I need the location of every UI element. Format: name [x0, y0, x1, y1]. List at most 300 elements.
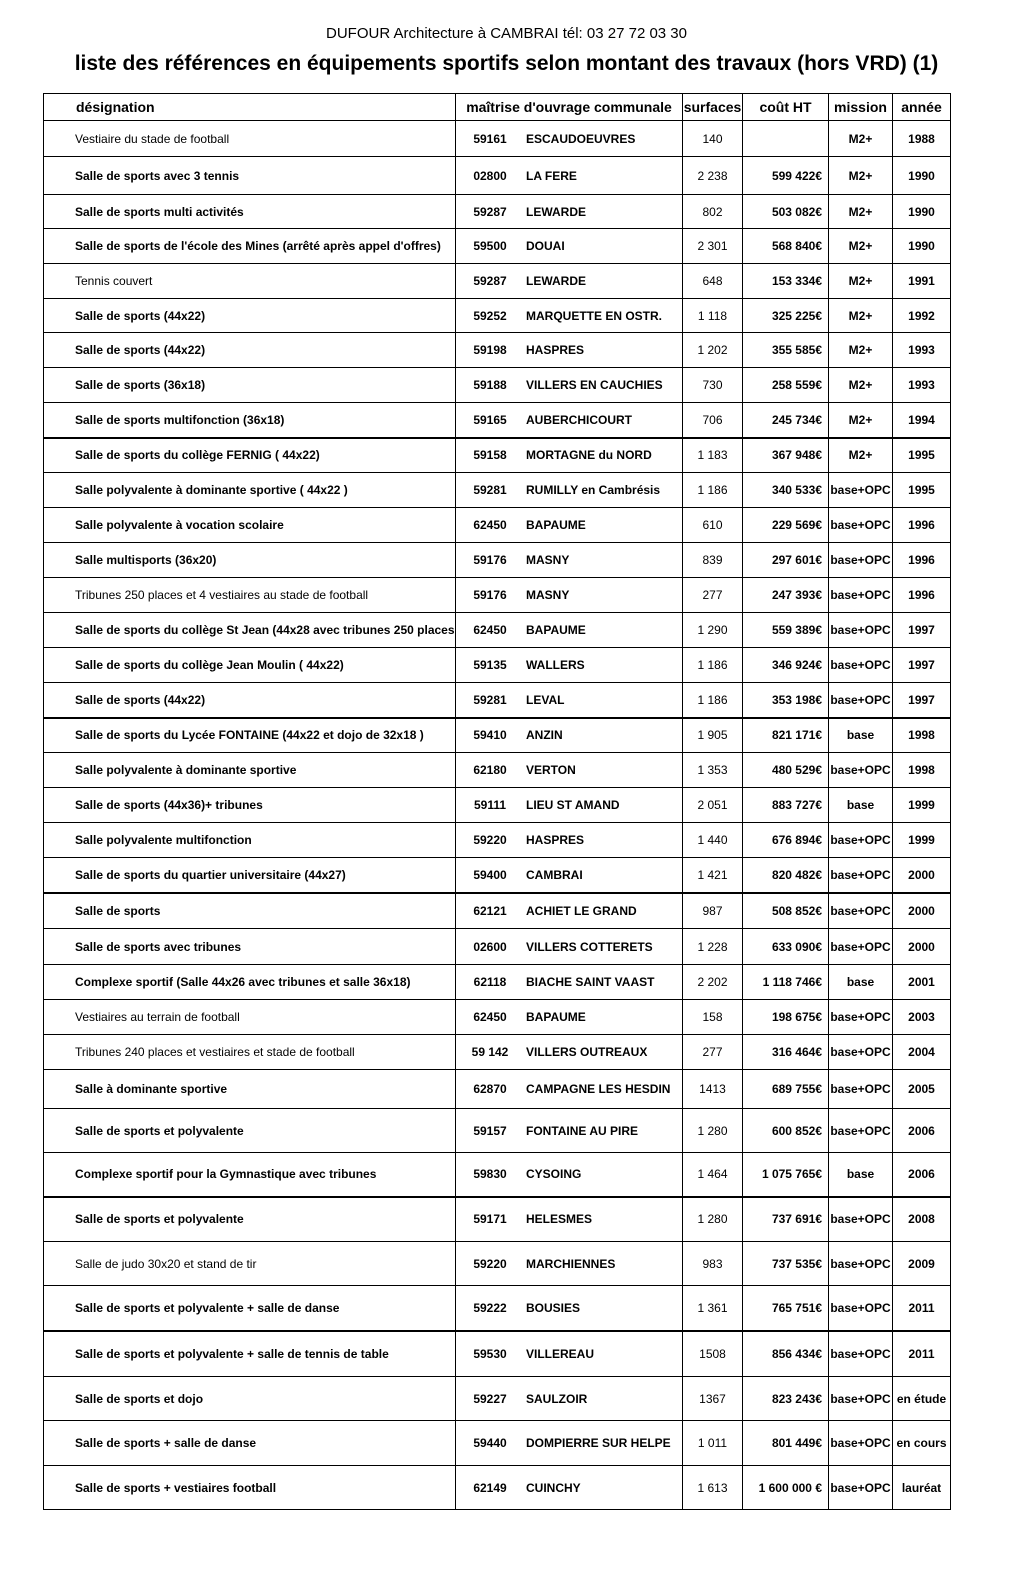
postal-code: 59281 — [473, 483, 507, 497]
postal-code: 02800 — [473, 168, 507, 183]
maitrise-cell — [456, 753, 683, 788]
designation-cell: Complexe sportif (Salle 44x26 avec tribunes et salle 36x18) — [44, 965, 456, 1000]
postal-code: 59198 — [473, 343, 507, 357]
commune-name: VILLEREAU — [526, 1346, 595, 1361]
maitrise-cell — [456, 543, 683, 578]
year-cell: 1999 — [893, 788, 951, 823]
postal-code: 62121 — [473, 903, 507, 918]
commune-name: VILLERS OUTREAUX — [526, 1045, 648, 1059]
table-row — [44, 613, 951, 648]
designation-cell: Salle de sports + salle de danse — [44, 1421, 456, 1466]
designation-cell: Salle de sports et polyvalente + salle de tennis de table — [44, 1331, 456, 1377]
year-cell: 2009 — [893, 1242, 951, 1286]
table-row — [44, 264, 951, 299]
designation-cell: Salle de sports multifonction (36x18) — [44, 403, 456, 438]
cost-cell: 883 727€ — [743, 788, 829, 823]
table-row — [44, 1377, 951, 1421]
table-row — [44, 788, 951, 823]
maitrise-cell — [456, 473, 683, 508]
mission-cell: base+OPC — [829, 1070, 893, 1109]
postal-code: 59158 — [473, 448, 507, 463]
cost-cell: 325 225€ — [743, 299, 829, 333]
postal-code: 59111 — [473, 798, 507, 812]
cost-cell: 355 585€ — [743, 333, 829, 368]
commune-name: LEWARDE — [526, 204, 586, 219]
table-row — [44, 1331, 951, 1377]
table-row — [44, 1035, 951, 1070]
cost-cell: 1 118 746€ — [743, 965, 829, 1000]
designation-cell: Salle de sports (36x18) — [44, 368, 456, 403]
mission-cell: base+OPC — [829, 823, 893, 858]
commune-name: MARQUETTE EN OSTR. — [526, 308, 663, 323]
commune-name: WALLERS — [526, 658, 585, 672]
cost-cell: 245 734€ — [743, 403, 829, 438]
surface-cell: 983 — [683, 1242, 743, 1286]
commune-name: HASPRES — [526, 833, 585, 847]
table-row — [44, 1070, 951, 1109]
year-cell: 2006 — [893, 1153, 951, 1197]
table-row — [44, 578, 951, 613]
cost-cell: 229 569€ — [743, 508, 829, 543]
postal-code: 59400 — [473, 867, 507, 882]
table-row — [44, 229, 951, 264]
commune-name: CYSOING — [526, 1167, 582, 1182]
maitrise-cell — [456, 1035, 683, 1070]
cost-cell: 508 852€ — [743, 893, 829, 929]
mission-cell: M2+ — [829, 403, 893, 438]
surface-cell: 987 — [683, 893, 743, 929]
designation-cell: Salle multisports (36x20) — [44, 543, 456, 578]
surface-cell: 802 — [683, 195, 743, 229]
designation-cell: Salle polyvalente à vocation scolaire — [44, 508, 456, 543]
surface-cell: 1 183 — [683, 438, 743, 473]
mission-cell: base+OPC — [829, 893, 893, 929]
mission-cell: base+OPC — [829, 929, 893, 965]
mission-cell: base+OPC — [829, 1000, 893, 1035]
mission-cell: M2+ — [829, 299, 893, 333]
maitrise-cell — [456, 718, 683, 753]
table-row — [44, 1286, 951, 1331]
cost-cell: 737 691€ — [743, 1197, 829, 1242]
designation-cell: Salle polyvalente à dominante sportive ( 44x22 ) — [44, 473, 456, 508]
year-cell: 1995 — [893, 438, 951, 473]
cost-cell: 1 075 765€ — [743, 1153, 829, 1197]
surface-cell: 1 280 — [683, 1197, 743, 1242]
table-row — [44, 1242, 951, 1286]
maitrise-cell — [456, 403, 683, 438]
mission-cell: M2+ — [829, 264, 893, 299]
maitrise-cell — [456, 1286, 683, 1331]
maitrise-cell — [456, 368, 683, 403]
postal-code: 59440 — [473, 1436, 507, 1450]
mission-cell: base+OPC — [829, 613, 893, 648]
mission-cell: base+OPC — [829, 543, 893, 578]
column-header-designation: désignation — [44, 94, 456, 121]
designation-cell: Salle de sports et polyvalente + salle de danse — [44, 1286, 456, 1331]
mission-cell: base+OPC — [829, 1035, 893, 1070]
surface-cell: 1 118 — [683, 299, 743, 333]
year-cell: 1988 — [893, 121, 951, 157]
cost-cell: 633 090€ — [743, 929, 829, 965]
designation-cell: Salle de sports (44x22) — [44, 683, 456, 718]
maitrise-cell — [456, 929, 683, 965]
mission-cell: base+OPC — [829, 1331, 893, 1377]
maitrise-cell — [456, 1466, 683, 1510]
postal-code: 62450 — [473, 518, 507, 532]
maitrise-cell — [456, 1153, 683, 1197]
cost-cell: 198 675€ — [743, 1000, 829, 1035]
table-row — [44, 403, 951, 438]
year-cell: 2011 — [893, 1286, 951, 1331]
surface-cell: 1 202 — [683, 333, 743, 368]
designation-cell: Salle de sports du quartier universitaire (44x27) — [44, 858, 456, 893]
mission-cell: M2+ — [829, 229, 893, 264]
surface-cell: 1 361 — [683, 1286, 743, 1331]
surface-cell: 277 — [683, 1035, 743, 1070]
postal-code: 62450 — [473, 623, 507, 637]
table-row — [44, 1421, 951, 1466]
mission-cell: base+OPC — [829, 578, 893, 613]
maitrise-cell — [456, 648, 683, 683]
table-row — [44, 508, 951, 543]
designation-cell: Vestiaires au terrain de football — [44, 1000, 456, 1035]
surface-cell: 1 290 — [683, 613, 743, 648]
postal-code: 59281 — [473, 692, 507, 707]
cost-cell: 247 393€ — [743, 578, 829, 613]
postal-code: 59287 — [473, 274, 507, 288]
column-header-surfaces: surfaces — [683, 94, 743, 121]
year-cell: 1991 — [893, 264, 951, 299]
table-row — [44, 195, 951, 229]
maitrise-cell — [456, 264, 683, 299]
designation-cell: Salle de sports du Lycée FONTAINE (44x22 et dojo de 32x18 ) — [44, 718, 456, 753]
commune-name: BOUSIES — [526, 1300, 581, 1315]
designation-cell: Salle polyvalente à dominante sportive — [44, 753, 456, 788]
table-row — [44, 683, 951, 718]
postal-code: 62450 — [473, 1010, 507, 1024]
column-header-mission: mission — [829, 94, 893, 121]
table-row — [44, 929, 951, 965]
postal-code: 59410 — [473, 728, 507, 743]
maitrise-cell — [456, 1377, 683, 1421]
year-cell: 1996 — [893, 508, 951, 543]
maitrise-cell — [456, 508, 683, 543]
designation-cell: Salle de sports + vestiaires football — [44, 1466, 456, 1510]
postal-code: 59220 — [473, 1256, 507, 1271]
commune-name: DOUAI — [526, 239, 565, 253]
maitrise-cell — [456, 1331, 683, 1377]
year-cell: 1998 — [893, 753, 951, 788]
table-row — [44, 1000, 951, 1035]
table-row — [44, 368, 951, 403]
year-cell: lauréat — [893, 1466, 951, 1510]
table-row — [44, 718, 951, 753]
mission-cell: base+OPC — [829, 473, 893, 508]
year-cell: en étude — [893, 1377, 951, 1421]
year-cell: 1990 — [893, 195, 951, 229]
postal-code: 59830 — [473, 1167, 507, 1182]
cost-cell: 353 198€ — [743, 683, 829, 718]
surface-cell: 1 464 — [683, 1153, 743, 1197]
cost-cell: 559 389€ — [743, 613, 829, 648]
mission-cell: base — [829, 788, 893, 823]
maitrise-cell — [456, 299, 683, 333]
table-row — [44, 753, 951, 788]
maitrise-cell — [456, 438, 683, 473]
maitrise-cell — [456, 229, 683, 264]
commune-name: LA FERE — [526, 168, 577, 183]
commune-name: BIACHE SAINT VAAST — [526, 975, 655, 989]
surface-cell: 2 202 — [683, 965, 743, 1000]
postal-code: 62180 — [473, 763, 507, 777]
designation-cell: Salle de sports avec 3 tennis — [44, 157, 456, 195]
year-cell: 2000 — [893, 893, 951, 929]
cost-cell: 503 082€ — [743, 195, 829, 229]
postal-code: 62149 — [473, 1480, 507, 1495]
designation-cell: Salle de judo 30x20 et stand de tir — [44, 1242, 456, 1286]
cost-cell — [743, 121, 829, 157]
postal-code: 59135 — [473, 658, 507, 672]
year-cell: 2008 — [893, 1197, 951, 1242]
table-row — [44, 121, 951, 157]
mission-cell: base+OPC — [829, 683, 893, 718]
mission-cell: base+OPC — [829, 1421, 893, 1466]
year-cell: 2003 — [893, 1000, 951, 1035]
mission-cell: base+OPC — [829, 1377, 893, 1421]
year-cell: 2006 — [893, 1109, 951, 1153]
mission-cell: M2+ — [829, 438, 893, 473]
designation-cell: Salle de sports et dojo — [44, 1377, 456, 1421]
designation-cell: Salle polyvalente multifonction — [44, 823, 456, 858]
commune-name: ACHIET LE GRAND — [526, 903, 637, 918]
postal-code: 59161 — [473, 131, 507, 146]
maitrise-cell — [456, 1109, 683, 1153]
cost-cell: 820 482€ — [743, 858, 829, 893]
mission-cell: M2+ — [829, 157, 893, 195]
year-cell: 1994 — [893, 403, 951, 438]
designation-cell: Salle à dominante sportive — [44, 1070, 456, 1109]
year-cell: 1996 — [893, 578, 951, 613]
postal-code: 59500 — [473, 239, 507, 253]
maitrise-cell — [456, 613, 683, 648]
designation-cell: Salle de sports et polyvalente — [44, 1197, 456, 1242]
table-row — [44, 648, 951, 683]
company-header: DUFOUR Architecture à CAMBRAI tél: 03 27 72 03 30 — [326, 25, 687, 42]
table-row — [44, 438, 951, 473]
surface-cell: 648 — [683, 264, 743, 299]
table-row — [44, 823, 951, 858]
commune-name: AUBERCHICOURT — [526, 412, 632, 427]
maitrise-cell — [456, 157, 683, 195]
postal-code: 59530 — [473, 1346, 507, 1361]
maitrise-cell — [456, 683, 683, 718]
surface-cell: 1 421 — [683, 858, 743, 893]
table-row — [44, 543, 951, 578]
commune-name: MASNY — [526, 553, 570, 567]
mission-cell: M2+ — [829, 333, 893, 368]
maitrise-cell — [456, 1197, 683, 1242]
surface-cell: 730 — [683, 368, 743, 403]
postal-code: 59157 — [473, 1123, 507, 1138]
postal-code: 59188 — [473, 378, 507, 392]
mission-cell: base+OPC — [829, 648, 893, 683]
surface-cell: 706 — [683, 403, 743, 438]
mission-cell: base+OPC — [829, 1242, 893, 1286]
surface-cell: 1508 — [683, 1331, 743, 1377]
maitrise-cell — [456, 121, 683, 157]
commune-name: BAPAUME — [526, 623, 586, 637]
table-row — [44, 893, 951, 929]
cost-cell: 340 533€ — [743, 473, 829, 508]
maitrise-cell — [456, 195, 683, 229]
table-row — [44, 299, 951, 333]
maitrise-cell — [456, 965, 683, 1000]
mission-cell: base — [829, 1153, 893, 1197]
designation-cell: Tennis couvert — [44, 264, 456, 299]
designation-cell: Salle de sports (44x22) — [44, 333, 456, 368]
year-cell: 2004 — [893, 1035, 951, 1070]
postal-code: 59220 — [473, 833, 507, 847]
cost-cell: 346 924€ — [743, 648, 829, 683]
mission-cell: M2+ — [829, 195, 893, 229]
mission-cell: base — [829, 965, 893, 1000]
maitrise-cell — [456, 1000, 683, 1035]
surface-cell: 2 238 — [683, 157, 743, 195]
commune-name: HASPRES — [526, 343, 585, 357]
surface-cell: 1 440 — [683, 823, 743, 858]
year-cell: 1992 — [893, 299, 951, 333]
table-header-row — [44, 94, 951, 121]
maitrise-cell — [456, 578, 683, 613]
commune-name: CUINCHY — [526, 1480, 581, 1495]
maitrise-cell — [456, 333, 683, 368]
references-table — [43, 93, 951, 1510]
surface-cell: 1 228 — [683, 929, 743, 965]
designation-cell: Salle de sports (44x22) — [44, 299, 456, 333]
designation-cell: Tribunes 250 places et 4 vestiaires au stade de football — [44, 578, 456, 613]
cost-cell: 367 948€ — [743, 438, 829, 473]
designation-cell: Salle de sports et polyvalente — [44, 1109, 456, 1153]
table-row — [44, 333, 951, 368]
cost-cell: 1 600 000 € — [743, 1466, 829, 1510]
maitrise-cell — [456, 788, 683, 823]
commune-name: ESCAUDOEUVRES — [526, 131, 636, 146]
document-title: liste des références en équipements sportifs selon montant des travaux (hors VRD) (1) — [74, 52, 939, 75]
year-cell: 1993 — [893, 368, 951, 403]
postal-code: 59171 — [473, 1212, 507, 1227]
year-cell: 2001 — [893, 965, 951, 1000]
commune-name: SAULZOIR — [526, 1391, 588, 1406]
cost-cell: 599 422€ — [743, 157, 829, 195]
table-row — [44, 473, 951, 508]
designation-cell: Salle de sports (44x36)+ tribunes — [44, 788, 456, 823]
surface-cell: 1 905 — [683, 718, 743, 753]
surface-cell: 1 280 — [683, 1109, 743, 1153]
surface-cell: 1 186 — [683, 683, 743, 718]
designation-cell: Salle de sports multi activités — [44, 195, 456, 229]
postal-code: 59176 — [473, 553, 507, 567]
postal-code: 59 142 — [471, 1045, 509, 1059]
table-row — [44, 858, 951, 893]
surface-cell: 1413 — [683, 1070, 743, 1109]
mission-cell: base+OPC — [829, 1466, 893, 1510]
maitrise-cell — [456, 823, 683, 858]
designation-cell: Complexe sportif pour la Gymnastique avec tribunes — [44, 1153, 456, 1197]
mission-cell: base+OPC — [829, 1286, 893, 1331]
surface-cell: 2 301 — [683, 229, 743, 264]
cost-cell: 297 601€ — [743, 543, 829, 578]
cost-cell: 765 751€ — [743, 1286, 829, 1331]
maitrise-cell — [456, 893, 683, 929]
commune-name: VILLERS COTTERETS — [526, 939, 653, 954]
year-cell: 1997 — [893, 648, 951, 683]
mission-cell: M2+ — [829, 368, 893, 403]
surface-cell: 2 051 — [683, 788, 743, 823]
commune-name: CAMPAGNE LES HESDIN — [526, 1082, 671, 1096]
maitrise-cell — [456, 1242, 683, 1286]
postal-code: 62118 — [473, 975, 507, 989]
commune-name: VERTON — [526, 763, 576, 777]
commune-name: RUMILLY en Cambrésis — [526, 483, 661, 497]
column-header-annee: année — [893, 94, 951, 121]
cost-cell: 823 243€ — [743, 1377, 829, 1421]
year-cell: 1999 — [893, 823, 951, 858]
cost-cell: 600 852€ — [743, 1109, 829, 1153]
table-body — [44, 121, 951, 1510]
table-row — [44, 1197, 951, 1242]
designation-cell: Salle de sports du collège St Jean (44x28 avec tribunes 250 places — [44, 613, 456, 648]
cost-cell: 737 535€ — [743, 1242, 829, 1286]
postal-code: 02600 — [473, 939, 507, 954]
postal-code: 59227 — [473, 1391, 507, 1406]
mission-cell: base+OPC — [829, 753, 893, 788]
cost-cell: 568 840€ — [743, 229, 829, 264]
postal-code: 59165 — [473, 412, 507, 427]
year-cell: 1990 — [893, 229, 951, 264]
column-header-cout: coût HT — [743, 94, 829, 121]
year-cell: 1997 — [893, 683, 951, 718]
year-cell: 1998 — [893, 718, 951, 753]
cost-cell: 856 434€ — [743, 1331, 829, 1377]
commune-name: ANZIN — [526, 728, 563, 743]
table-row — [44, 1153, 951, 1197]
year-cell: 1995 — [893, 473, 951, 508]
surface-cell: 1367 — [683, 1377, 743, 1421]
cost-cell: 316 464€ — [743, 1035, 829, 1070]
maitrise-cell — [456, 1421, 683, 1466]
maitrise-cell — [456, 858, 683, 893]
surface-cell: 158 — [683, 1000, 743, 1035]
commune-name: BAPAUME — [526, 518, 586, 532]
cost-cell: 153 334€ — [743, 264, 829, 299]
postal-code: 59252 — [473, 308, 507, 323]
designation-cell: Salle de sports avec tribunes — [44, 929, 456, 965]
cost-cell: 480 529€ — [743, 753, 829, 788]
postal-code: 59287 — [473, 204, 507, 219]
year-cell: 2000 — [893, 858, 951, 893]
year-cell: 2000 — [893, 929, 951, 965]
surface-cell: 1 186 — [683, 473, 743, 508]
cost-cell: 258 559€ — [743, 368, 829, 403]
commune-name: HELESMES — [526, 1212, 593, 1227]
postal-code: 62870 — [473, 1082, 507, 1096]
year-cell: en cours — [893, 1421, 951, 1466]
postal-code: 59222 — [473, 1300, 507, 1315]
cost-cell: 689 755€ — [743, 1070, 829, 1109]
table-row — [44, 157, 951, 195]
surface-cell: 140 — [683, 121, 743, 157]
surface-cell: 839 — [683, 543, 743, 578]
